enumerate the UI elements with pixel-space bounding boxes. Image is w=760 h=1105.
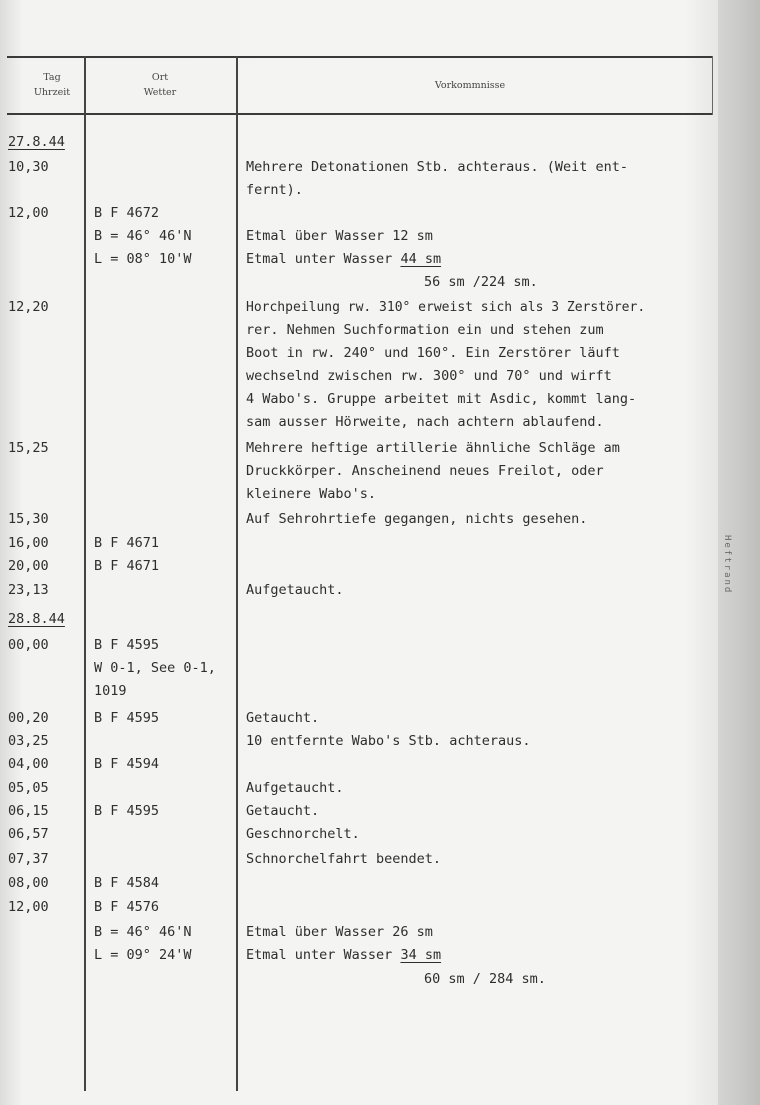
event-text: Getaucht. [246,710,320,726]
time-cell: 23,13 [8,582,49,598]
header-place: Ort [151,72,169,83]
position-cell: L = 09° 24'W [94,947,192,963]
event-text: Schnorchelfahrt beendet. [246,851,442,867]
top-rule [7,56,712,58]
time-cell: 00,20 [8,710,49,726]
date-heading: 28.8.44 [8,611,65,627]
time-cell: 16,00 [8,535,49,551]
header-place-weather [120,70,200,100]
event-text: fernt). [246,182,303,198]
event-text: Mehrere Detonationen Stb. achteraus. (Weit ent- [246,159,629,175]
pressure-cell: 1019 [94,683,127,699]
position-cell: B F 4595 [94,710,160,726]
position-cell: B F 4672 [94,205,160,221]
header-bottom-rule [7,113,712,115]
header-tag-time [22,70,82,100]
time-cell: 12,00 [8,899,49,915]
event-text [246,948,441,963]
etmal-value: 34 sm [400,947,442,963]
event-text: Etmal über Wasser 26 sm [246,924,433,940]
time-cell: 04,00 [8,756,49,772]
side-note: Heftrand [722,535,732,595]
position-cell: B F 4594 [94,756,160,772]
time-cell: 06,15 [8,803,49,819]
time-cell: 06,57 [8,826,49,842]
time-cell: 20,00 [8,558,49,574]
event-text: Druckkörper. Anscheinend neues Freilot, oder [246,463,604,479]
event-text: Horchpeilung rw. 310° erweist sich als 3 Zerstörer. [246,300,646,315]
etmal-label: Etmal unter Wasser [246,251,401,267]
event-text: wechselnd zwischen rw. 300° und 70° und wirft [246,368,612,384]
time-cell: 08,00 [8,875,49,891]
time-cell: 12,00 [8,205,49,221]
event-text: Auf Sehrohrtiefe gegangen, nichts gesehen. [246,511,588,527]
event-text: 10 entfernte Wabo's Stb. achteraus. [246,733,531,749]
etmal-total: 60 sm / 284 sm. [424,971,546,987]
position-cell: B F 4584 [94,875,160,891]
position-cell: B F 4595 [94,637,160,653]
event-text: rer. Nehmen Suchformation ein und stehen zum [246,322,604,338]
weather-cell: W 0-1, See 0-1, [94,660,216,676]
column-rule-2 [236,56,238,1091]
time-cell: 00,00 [8,637,49,653]
column-rule-1 [84,56,86,1091]
event-text: kleinere Wabo's. [246,486,377,502]
position-cell: L = 08° 10'W [94,251,192,267]
event-text [246,252,441,267]
right-rule [712,56,713,115]
header-tag: Tag [43,72,61,83]
time-cell: 12,20 [8,299,49,315]
time-cell: 07,37 [8,851,49,867]
time-cell: 15,30 [8,511,49,527]
position-cell: B = 46° 46'N [94,924,192,940]
event-text: Getaucht. [246,803,320,819]
etmal-value: 44 sm [400,251,442,267]
date-heading: 27.8.44 [8,134,65,150]
header-events: Vorkommnisse [434,80,506,91]
time-cell: 03,25 [8,733,49,749]
event-text: Mehrere heftige artillerie ähnliche Schläge am [246,440,620,456]
time-cell: 15,25 [8,440,49,456]
header-weather: Wetter [143,87,177,98]
time-cell: 10,30 [8,159,49,175]
event-text: Aufgetaucht. [246,780,344,796]
position-cell: B F 4671 [94,535,160,551]
position-cell: B F 4671 [94,558,160,574]
event-text: sam ausser Hörweite, nach achtern ablaufend. [246,414,604,430]
position-cell: B F 4595 [94,803,160,819]
event-text: Aufgetaucht. [246,582,344,598]
event-text: Boot in rw. 240° und 160°. Ein Zerstörer läuft [246,345,620,361]
position-cell: B F 4576 [94,899,160,915]
header-time: Uhrzeit [33,87,71,98]
etmal-total: 56 sm /224 sm. [424,274,538,290]
event-text: 4 Wabo's. Gruppe arbeitet mit Asdic, kommt lang- [246,391,637,407]
etmal-label: Etmal unter Wasser [246,947,401,963]
time-cell: 05,05 [8,780,49,796]
position-cell: B = 46° 46'N [94,228,192,244]
event-text: Geschnorchelt. [246,826,360,842]
event-text: Etmal über Wasser 12 sm [246,228,433,244]
